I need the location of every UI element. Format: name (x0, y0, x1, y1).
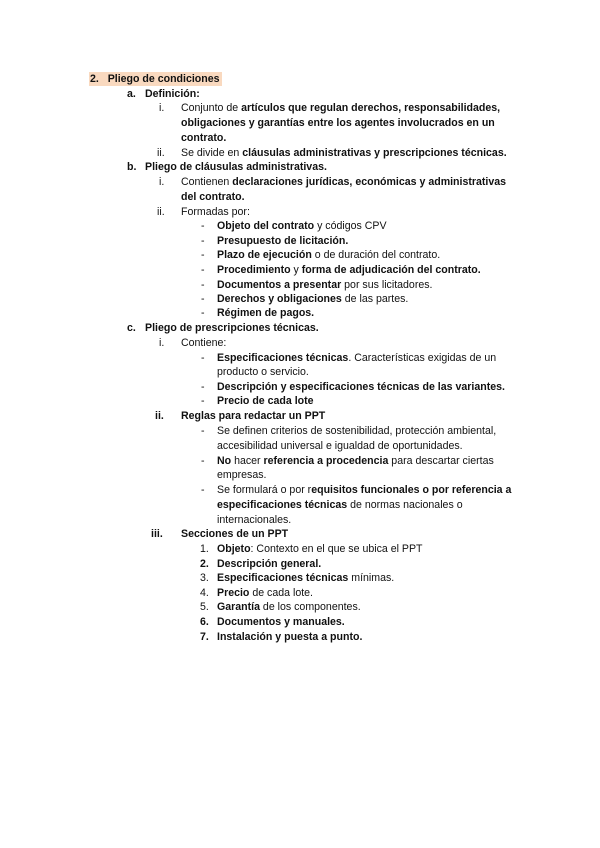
c-iii-num: 7. (200, 631, 209, 643)
numbered-item: Documentos y manuales. (217, 616, 345, 628)
list-item-continuation: empresas. (217, 469, 267, 481)
a-i-line-3: contrato. (181, 132, 227, 144)
b-i-line-2: del contrato. (181, 191, 245, 203)
c-iii-num: 2. (200, 558, 209, 570)
c-iii-num: 3. (200, 572, 209, 584)
c-ii-dash: - (201, 484, 205, 496)
list-item: Objeto del contrato y códigos CPV (217, 220, 387, 232)
list-item-continuation: internacionales. (217, 514, 292, 526)
subsection-a-marker: a. (127, 88, 136, 100)
numbered-item: Descripción general. (217, 558, 322, 570)
numbered-item: Garantía de los componentes. (217, 601, 361, 613)
b-ii-dash: - (201, 307, 205, 319)
b-ii-dash: - (201, 235, 205, 247)
c-iii-num: 5. (200, 601, 209, 613)
list-item: Especificaciones técnicas. Características exigidas de un (217, 352, 497, 364)
numbered-item: Especificaciones técnicas mínimas. (217, 572, 395, 584)
c-i-dash: - (201, 381, 205, 393)
list-item: Precio de cada lote (217, 395, 314, 407)
section-number: 2. (90, 73, 99, 85)
a-i-marker: i. (159, 102, 165, 114)
section-heading (89, 72, 222, 86)
c-iii-marker: iii. (151, 528, 163, 540)
a-i-line-2: obligaciones y garantías entre los agentes involucrados en un (181, 117, 495, 129)
b-ii-dash: - (201, 279, 205, 291)
list-item: Derechos y obligaciones de las partes. (217, 293, 409, 305)
c-i-marker: i. (159, 337, 165, 349)
c-i-dash: - (201, 395, 205, 407)
c-iii-num: 4. (200, 587, 209, 599)
numbered-item: Precio de cada lote. (217, 587, 313, 599)
c-ii-title: Reglas para redactar un PPT (181, 410, 326, 422)
list-item: Procedimiento y forma de adjudicación del contrato. (217, 264, 481, 276)
c-ii-dash: - (201, 425, 205, 437)
b-ii-marker: ii. (157, 206, 165, 218)
c-iii-num: 6. (200, 616, 209, 628)
list-item: Plazo de ejecución o de duración del contrato. (217, 249, 441, 261)
c-i-line-1: Contiene: (181, 337, 227, 349)
c-iii-title: Secciones de un PPT (181, 528, 289, 540)
list-item: Presupuesto de licitación. (217, 235, 349, 247)
b-ii-line-1: Formadas por: (181, 206, 250, 218)
c-ii-marker: ii. (155, 410, 164, 422)
list-item: No hacer referencia a procedencia para descartar ciertas (217, 455, 494, 467)
numbered-item: Instalación y puesta a punto. (217, 631, 363, 643)
b-ii-dash: - (201, 293, 205, 305)
subsection-c-marker: c. (127, 322, 136, 334)
subsection-a-title: Definición: (145, 88, 200, 100)
c-i-dash: - (201, 352, 205, 364)
b-ii-dash: - (201, 220, 205, 232)
b-ii-dash: - (201, 249, 205, 261)
a-ii-line-1: Se divide en cláusulas administrativas y prescripciones técnicas. (181, 147, 507, 159)
c-iii-num: 1. (200, 543, 209, 555)
list-item: Documentos a presentar por sus licitadores. (217, 279, 433, 291)
list-item: Se formulará o por requisitos funcionales o por referencia a (217, 484, 512, 496)
subsection-b-title: Pliego de cláusulas administrativas. (145, 161, 327, 173)
list-item: Régimen de pagos. (217, 307, 315, 319)
list-item-continuation: producto o servicio. (217, 366, 309, 378)
numbered-item: Objeto: Contexto en el que se ubica el PPT (217, 543, 423, 555)
list-item-continuation: accesibilidad universal e igualdad de oportunidades. (217, 440, 463, 452)
section-title: Pliego de condiciones (107, 73, 220, 85)
list-item: Se definen criterios de sostenibilidad, protección ambiental, (217, 425, 497, 437)
subsection-c-title: Pliego de prescripciones técnicas. (145, 322, 319, 334)
list-item: Descripción y especificaciones técnicas de las variantes. (217, 381, 505, 393)
list-item-continuation: especificaciones técnicas de normas nacionales o (217, 499, 463, 511)
b-i-marker: i. (159, 176, 165, 188)
b-i-line-1: Contienen declaraciones jurídicas, económicas y administrativas (181, 176, 507, 188)
b-ii-dash: - (201, 264, 205, 276)
a-ii-marker: ii. (157, 147, 165, 159)
subsection-b-marker: b. (127, 161, 137, 173)
c-ii-dash: - (201, 455, 205, 467)
a-i-line-1: Conjunto de artículos que regulan derechos, responsabilidades, (181, 102, 501, 114)
